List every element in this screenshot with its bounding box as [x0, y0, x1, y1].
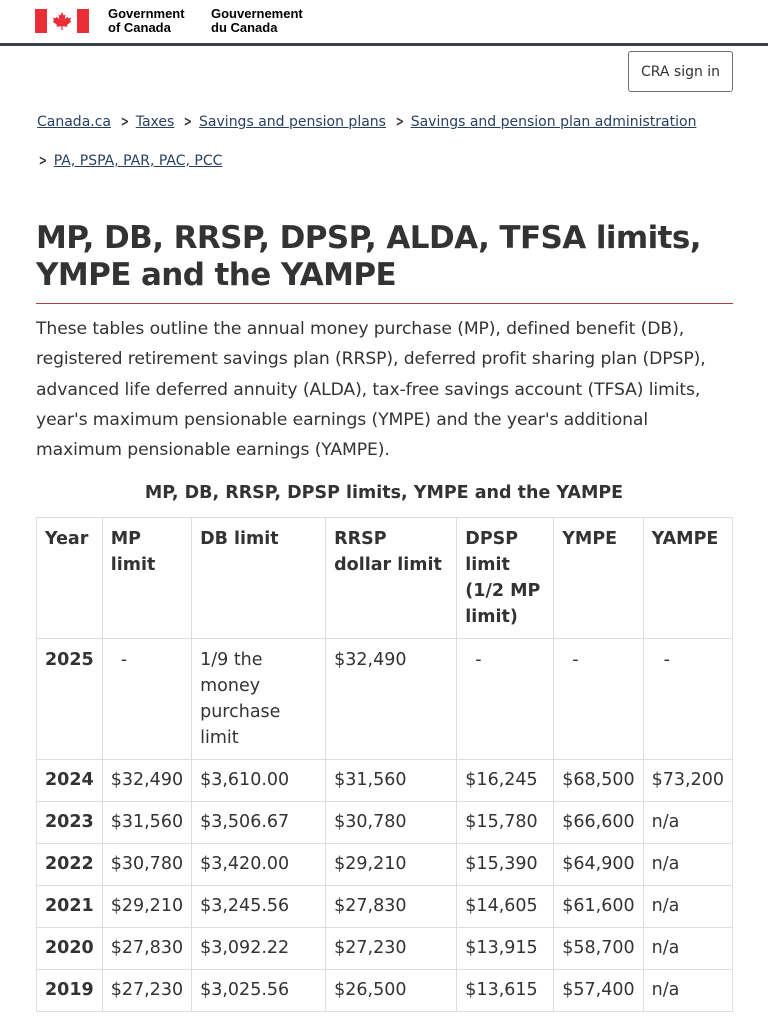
signature-en-line1: Government — [108, 6, 185, 21]
table-cell-yampe: $73,200 — [643, 760, 732, 802]
site-header — [0, 0, 768, 46]
table-cell-yampe: - — [643, 639, 732, 760]
table-caption: MP, DB, RRSP, DPSP limits, YMPE and the YAMPE — [144, 483, 624, 503]
header-dpsp-limit: DPSP limit (1/2 MP limit) — [457, 518, 554, 639]
table-cell-mp: $32,490 — [102, 760, 191, 802]
table-cell-rrsp: $27,230 — [326, 928, 457, 970]
breadcrumb-link-pa-pspa[interactable]: PA, PSPA, PAR, PAC, PCC — [53, 153, 223, 169]
table-cell-mp: $27,230 — [102, 970, 191, 1012]
table-cell-ympe: $61,600 — [554, 886, 643, 928]
table-cell-year: 2025 — [37, 639, 103, 760]
table-cell-dpsp: $13,615 — [457, 970, 554, 1012]
table-row — [37, 802, 733, 844]
table-cell-ympe: - — [554, 639, 643, 760]
table-row — [37, 844, 733, 886]
table-cell-yampe: n/a — [643, 844, 732, 886]
table-row — [37, 639, 733, 760]
signature-fr-line1: Gouvernement — [211, 6, 303, 21]
chevron-right-icon: > — [120, 114, 129, 130]
chevron-right-icon: > — [184, 114, 193, 130]
table-cell-rrsp: $31,560 — [326, 760, 457, 802]
table-cell-rrsp: $32,490 — [326, 639, 457, 760]
header-ympe: YMPE — [554, 518, 643, 639]
table-header-row — [37, 518, 733, 639]
table-cell-dpsp: - — [457, 639, 554, 760]
table-cell-mp: $27,830 — [102, 928, 191, 970]
chevron-right-icon: > — [395, 114, 404, 130]
table-cell-ympe: $68,500 — [554, 760, 643, 802]
breadcrumb — [37, 112, 737, 171]
table-cell-dpsp: $15,780 — [457, 802, 554, 844]
breadcrumb-link-savings-pension-plans[interactable]: Savings and pension plans — [199, 114, 386, 130]
canada-flag-icon[interactable] — [35, 9, 89, 33]
table-cell-year: 2019 — [37, 970, 103, 1012]
table-cell-ympe: $66,600 — [554, 802, 643, 844]
table-cell-db: $3,245.56 — [192, 886, 326, 928]
table-cell-db: $3,025.56 — [192, 970, 326, 1012]
table-row — [37, 928, 733, 970]
table-cell-db: $3,610.00 — [192, 760, 326, 802]
table-cell-dpsp: $15,390 — [457, 844, 554, 886]
breadcrumb-link-taxes[interactable]: Taxes — [135, 114, 175, 130]
table-cell-ympe: $58,700 — [554, 928, 643, 970]
table-cell-ympe: $64,900 — [554, 844, 643, 886]
header-rrsp-limit: RRSP dollar limit — [326, 518, 457, 639]
table-cell-rrsp: $27,830 — [326, 886, 457, 928]
limits-table — [36, 517, 733, 1012]
header-db-limit: DB limit — [192, 518, 326, 639]
signature-french[interactable] — [211, 7, 303, 35]
table-cell-rrsp: $29,210 — [326, 844, 457, 886]
breadcrumb-row-1 — [37, 112, 737, 132]
intro-paragraph: These tables outline the annual money purchase (MP), defined benefit (DB), registered retirement savings plan (RRSP), deferred profit sharing plan (DPSP), advanced life deferred annuity (ALDA), tax-free savings account (TFSA) limits, year's maximum pensionable earnings (YMPE) and the year's additional maximum pensionable earnings (YAMPE). — [36, 319, 706, 461]
table-cell-year: 2023 — [37, 802, 103, 844]
header-yampe: YAMPE — [643, 518, 732, 639]
breadcrumb-link-plan-administration[interactable]: Savings and pension plan administration — [410, 114, 697, 130]
table-cell-db: $3,420.00 — [192, 844, 326, 886]
header-mp-limit: MP limit — [102, 518, 191, 639]
table-cell-dpsp: $14,605 — [457, 886, 554, 928]
page-title-line1: MP, DB, RRSP, DPSP, ALDA, TFSA limits, — [36, 220, 701, 256]
table-cell-mp: $29,210 — [102, 886, 191, 928]
table-row — [37, 970, 733, 1012]
table-cell-mp: $30,780 — [102, 844, 191, 886]
table-cell-dpsp: $13,915 — [457, 928, 554, 970]
breadcrumb-row-2 — [37, 151, 737, 171]
table-cell-rrsp: $30,780 — [326, 802, 457, 844]
table-cell-rrsp: $26,500 — [326, 970, 457, 1012]
page-title-line2: YMPE and the YAMPE — [36, 257, 397, 293]
table-cell-year: 2021 — [37, 886, 103, 928]
table-cell-dpsp: $16,245 — [457, 760, 554, 802]
header-year: Year — [37, 518, 103, 639]
table-cell-yampe: n/a — [643, 970, 732, 1012]
table-cell-db: $3,506.67 — [192, 802, 326, 844]
page-title — [36, 220, 736, 294]
table-cell-mp: - — [102, 639, 191, 760]
table-cell-mp: $31,560 — [102, 802, 191, 844]
table-cell-yampe: n/a — [643, 886, 732, 928]
table-cell-yampe: n/a — [643, 928, 732, 970]
table-cell-year: 2022 — [37, 844, 103, 886]
signature-fr-line2: du Canada — [211, 20, 278, 35]
cra-sign-in-button[interactable]: CRA sign in — [628, 51, 733, 92]
signature-en-line2: of Canada — [108, 20, 171, 35]
table-cell-year: 2024 — [37, 760, 103, 802]
table-cell-db: 1/9 the money purchase limit — [192, 639, 326, 760]
breadcrumb-link-canada[interactable]: Canada.ca — [37, 114, 111, 130]
table-cell-ympe: $57,400 — [554, 970, 643, 1012]
table-cell-year: 2020 — [37, 928, 103, 970]
table-row — [37, 760, 733, 802]
signature-english[interactable] — [108, 7, 185, 35]
table-row — [37, 886, 733, 928]
title-underline — [36, 303, 733, 304]
chevron-right-icon: > — [38, 153, 47, 169]
table-cell-db: $3,092.22 — [192, 928, 326, 970]
table-cell-yampe: n/a — [643, 802, 732, 844]
